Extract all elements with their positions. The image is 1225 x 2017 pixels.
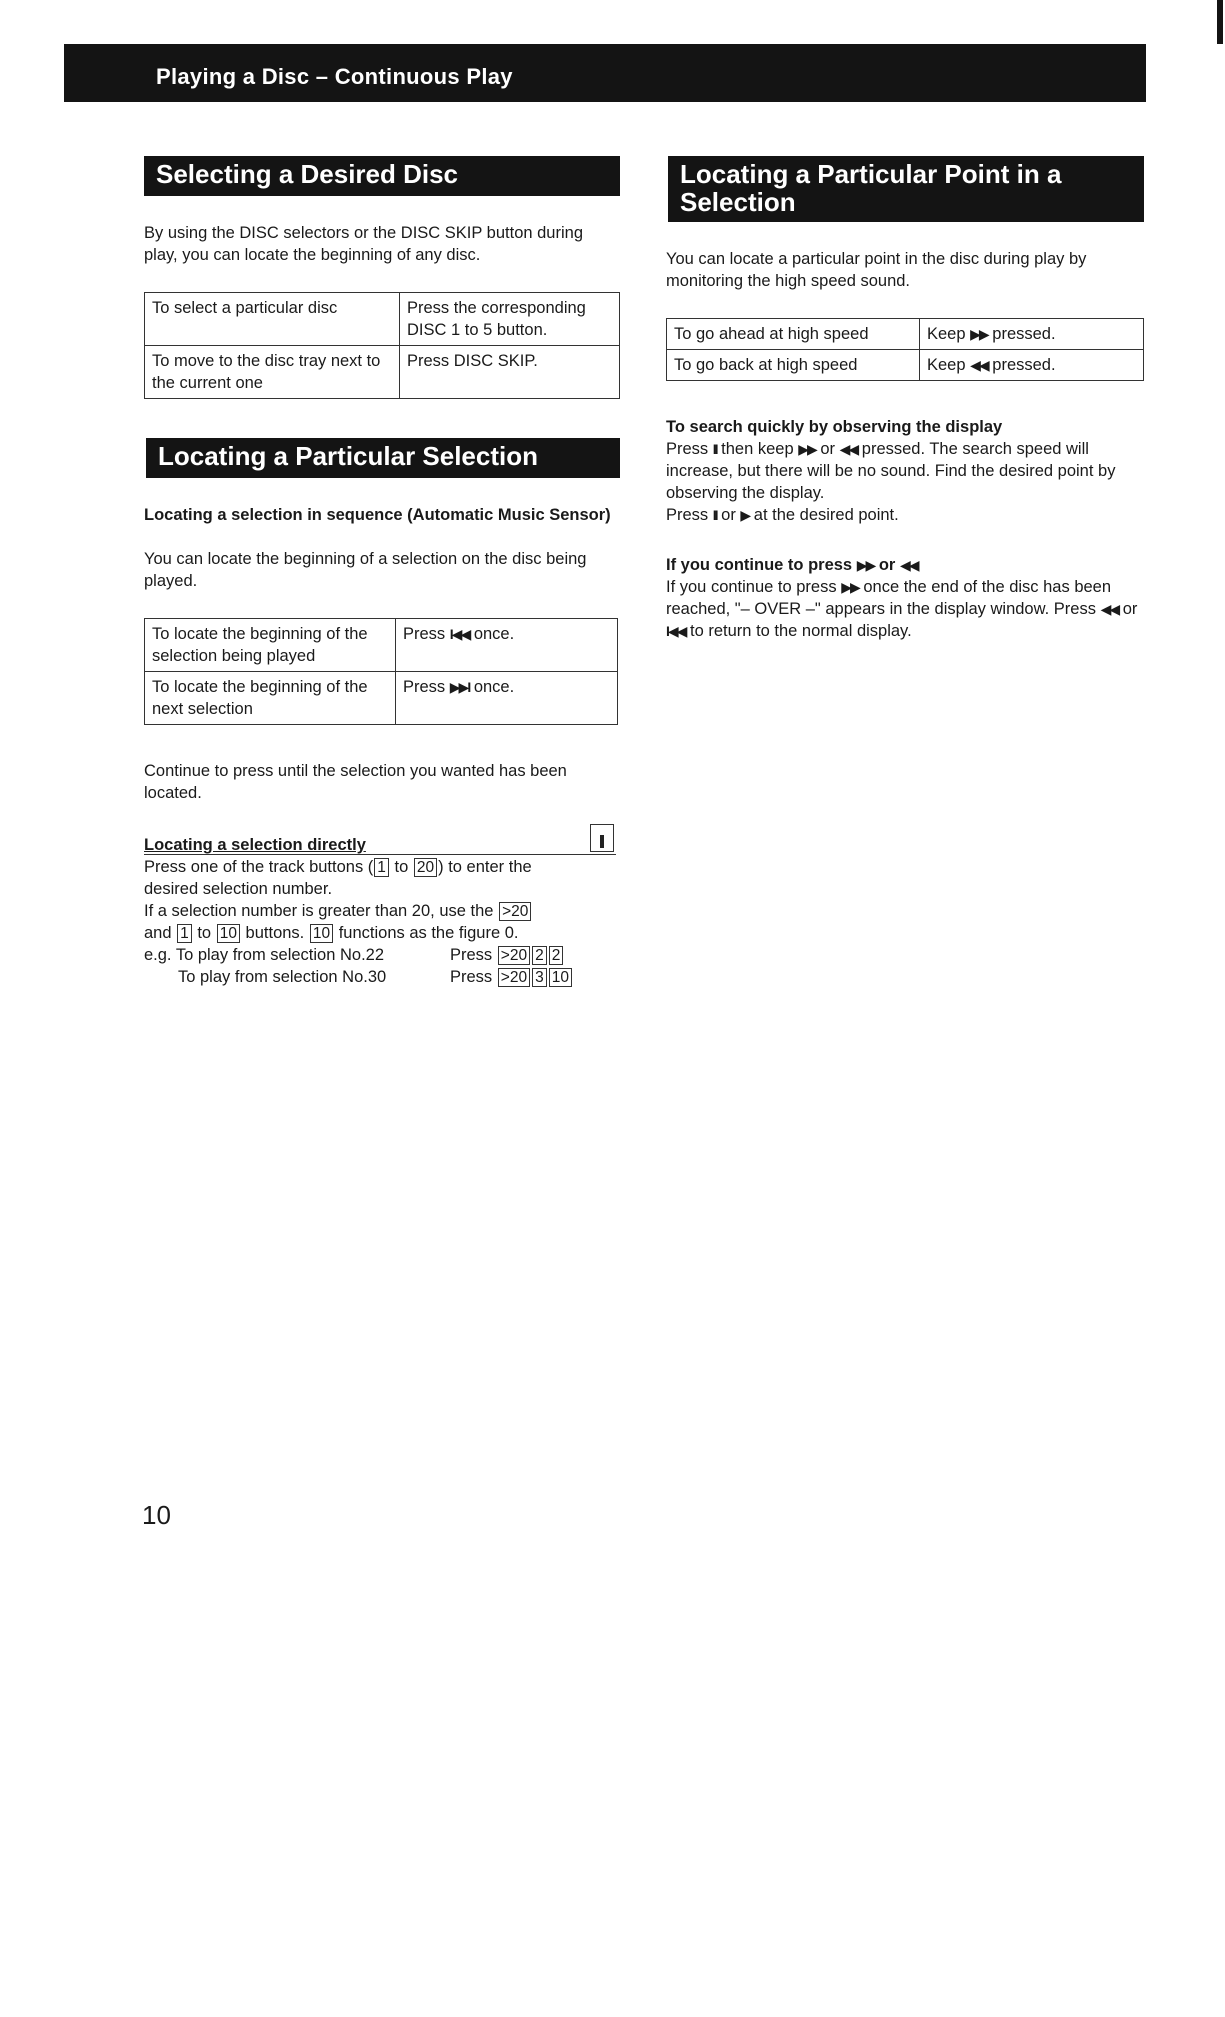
edge-mark	[1217, 0, 1223, 44]
continue-text: Continue to press until the selection you wanted has been located.	[144, 762, 567, 802]
prev-track-icon: I◀◀	[449, 626, 470, 642]
table-cell-instruction	[920, 319, 1144, 350]
instruction-suffix: pressed.	[992, 325, 1056, 343]
key-gt20: >20	[499, 902, 531, 921]
track-key-1: 1	[374, 858, 389, 877]
search-heading: To search quickly by observing the display	[666, 418, 1003, 436]
instruction-prefix: Press	[403, 678, 446, 696]
instruction-prefix: Keep	[927, 325, 966, 343]
table-row	[667, 350, 1144, 381]
text-span: e.g.	[144, 946, 172, 964]
continue-paragraph	[666, 576, 1146, 642]
select-disc-intro: By using the DISC selectors or the DISC SKIP button during play, you can locate the beginning of any disc.	[144, 224, 583, 264]
instruction-suffix: pressed.	[992, 356, 1056, 374]
direct-line-4	[144, 922, 624, 944]
text-span: Press one of the track buttons (	[144, 858, 374, 876]
table-cell-action: To go back at high speed	[667, 350, 920, 381]
high-speed-table	[666, 318, 1144, 381]
key-gt20: >20	[498, 968, 530, 987]
section-title-text: Selecting a Desired Disc	[156, 159, 459, 189]
direct-line-2: desired selection number.	[144, 880, 333, 898]
text-span: To play from selection No.30	[178, 968, 387, 986]
section-title-select-disc	[144, 156, 620, 196]
key-10: 10	[217, 924, 240, 943]
direct-line-3	[144, 900, 624, 922]
page-header-title: Playing a Disc – Continuous Play	[156, 64, 513, 89]
section-title-text: Locating a Particular Selection	[158, 441, 538, 471]
direct-line-1	[144, 856, 624, 878]
track-key-20: 20	[414, 858, 437, 877]
text-span: Press	[450, 968, 493, 986]
text-span: or	[1122, 600, 1138, 618]
heading-rule	[144, 854, 616, 855]
pause-icon: II	[712, 507, 717, 523]
fast-forward-icon: ▶▶	[841, 579, 859, 595]
locate-point-intro: You can locate a particular point in the disc during play by monitoring the high speed sound.	[666, 250, 1087, 290]
rewind-icon: ◀◀	[899, 557, 918, 573]
rewind-icon: ◀◀	[1100, 601, 1119, 617]
text-span: at the desired point.	[753, 506, 899, 524]
text-span: Press	[450, 946, 493, 964]
text-span: or	[721, 506, 736, 524]
example-line-2	[144, 966, 624, 988]
text-span: to	[394, 858, 409, 876]
key-2: 2	[549, 946, 564, 965]
search-paragraph	[666, 438, 1146, 526]
table-cell-instruction: Press the corresponding DISC 1 to 5 button.	[400, 293, 620, 346]
text-span: once the end of the disc has been reached, "– OVER –" appears in the display window.	[666, 578, 1112, 618]
fast-forward-icon: ▶▶	[970, 326, 988, 342]
sequence-heading: Locating a selection in sequence (Automatic Music Sensor)	[144, 506, 611, 524]
table-cell-instruction	[920, 350, 1144, 381]
key-1: 1	[177, 924, 192, 943]
table-row	[145, 293, 620, 346]
text-span: If you continue to press	[666, 578, 837, 596]
text-span: or	[878, 556, 896, 574]
continue-heading	[666, 554, 1146, 576]
text-span: buttons.	[245, 924, 305, 942]
text-span: If you continue to press	[666, 556, 853, 574]
key-10: 10	[549, 968, 572, 987]
table-cell-action: To go ahead at high speed	[667, 319, 920, 350]
info-icon	[590, 824, 614, 852]
text-span: then keep	[721, 440, 794, 458]
text-span: or	[820, 440, 836, 458]
text-span: Press	[666, 506, 709, 524]
table-row	[145, 619, 618, 672]
pause-icon: II	[712, 441, 717, 457]
table-cell-action: To locate the beginning of the next selection	[145, 672, 396, 725]
example-1-press	[450, 944, 564, 966]
instruction-suffix: once.	[473, 625, 515, 643]
instruction-prefix: Press	[403, 625, 446, 643]
key-3: 3	[532, 968, 547, 987]
section-title-text: Selection	[680, 187, 796, 217]
play-icon: ▶	[740, 507, 750, 523]
fast-forward-icon: ▶▶	[798, 441, 816, 457]
table-row	[145, 346, 620, 399]
table-cell-instruction	[396, 619, 618, 672]
text-span: ) to enter the	[438, 858, 532, 876]
text-span: and	[144, 924, 172, 942]
sequence-text: You can locate the beginning of a selection on the disc being played.	[144, 550, 587, 590]
table-cell-action: To move to the disc tray next to the current one	[145, 346, 400, 399]
section-title-text: Locating a Particular Point in a	[680, 159, 1062, 189]
example-2-press	[450, 966, 573, 988]
text-span: pressed. The search speed will increase, but there will be no sound. Find the desired point by observing the display.	[666, 440, 1116, 502]
instruction-prefix: Keep	[927, 356, 966, 374]
page-number: 10	[142, 1500, 171, 1530]
key-2: 2	[532, 946, 547, 965]
prev-track-icon: I◀◀	[666, 623, 686, 639]
direct-paragraph	[144, 856, 624, 988]
next-track-icon: ▶▶I	[449, 679, 470, 695]
text-span: functions as the figure 0.	[338, 924, 519, 942]
section-title-locate-point	[668, 156, 1144, 222]
fast-forward-icon: ▶▶	[856, 557, 875, 573]
text-span: to	[197, 924, 212, 942]
text-span: to return to the normal display.	[690, 622, 912, 640]
text-span: If a selection number is greater than 20, use the	[144, 902, 494, 920]
key-10: 10	[310, 924, 333, 943]
key-gt20: >20	[498, 946, 530, 965]
rewind-icon: ◀◀	[839, 441, 858, 457]
table-cell-instruction	[396, 672, 618, 725]
amc-table	[144, 618, 618, 725]
page-header	[64, 44, 1146, 102]
instruction-suffix: once.	[473, 678, 515, 696]
text-span: Press	[666, 440, 709, 458]
table-row	[145, 672, 618, 725]
table-cell-action: To select a particular disc	[145, 293, 400, 346]
table-cell-instruction: Press DISC SKIP.	[400, 346, 620, 399]
rewind-icon: ◀◀	[970, 357, 988, 373]
select-disc-table	[144, 292, 620, 399]
text-span: To play from selection No.22	[175, 946, 385, 964]
direct-heading: Locating a selection directly	[144, 836, 366, 854]
example-line-1	[144, 944, 624, 966]
section-title-locate-selection	[146, 438, 620, 478]
table-cell-action: To locate the beginning of the selection being played	[145, 619, 396, 672]
table-row	[667, 319, 1144, 350]
text-span: Press	[1053, 600, 1096, 618]
